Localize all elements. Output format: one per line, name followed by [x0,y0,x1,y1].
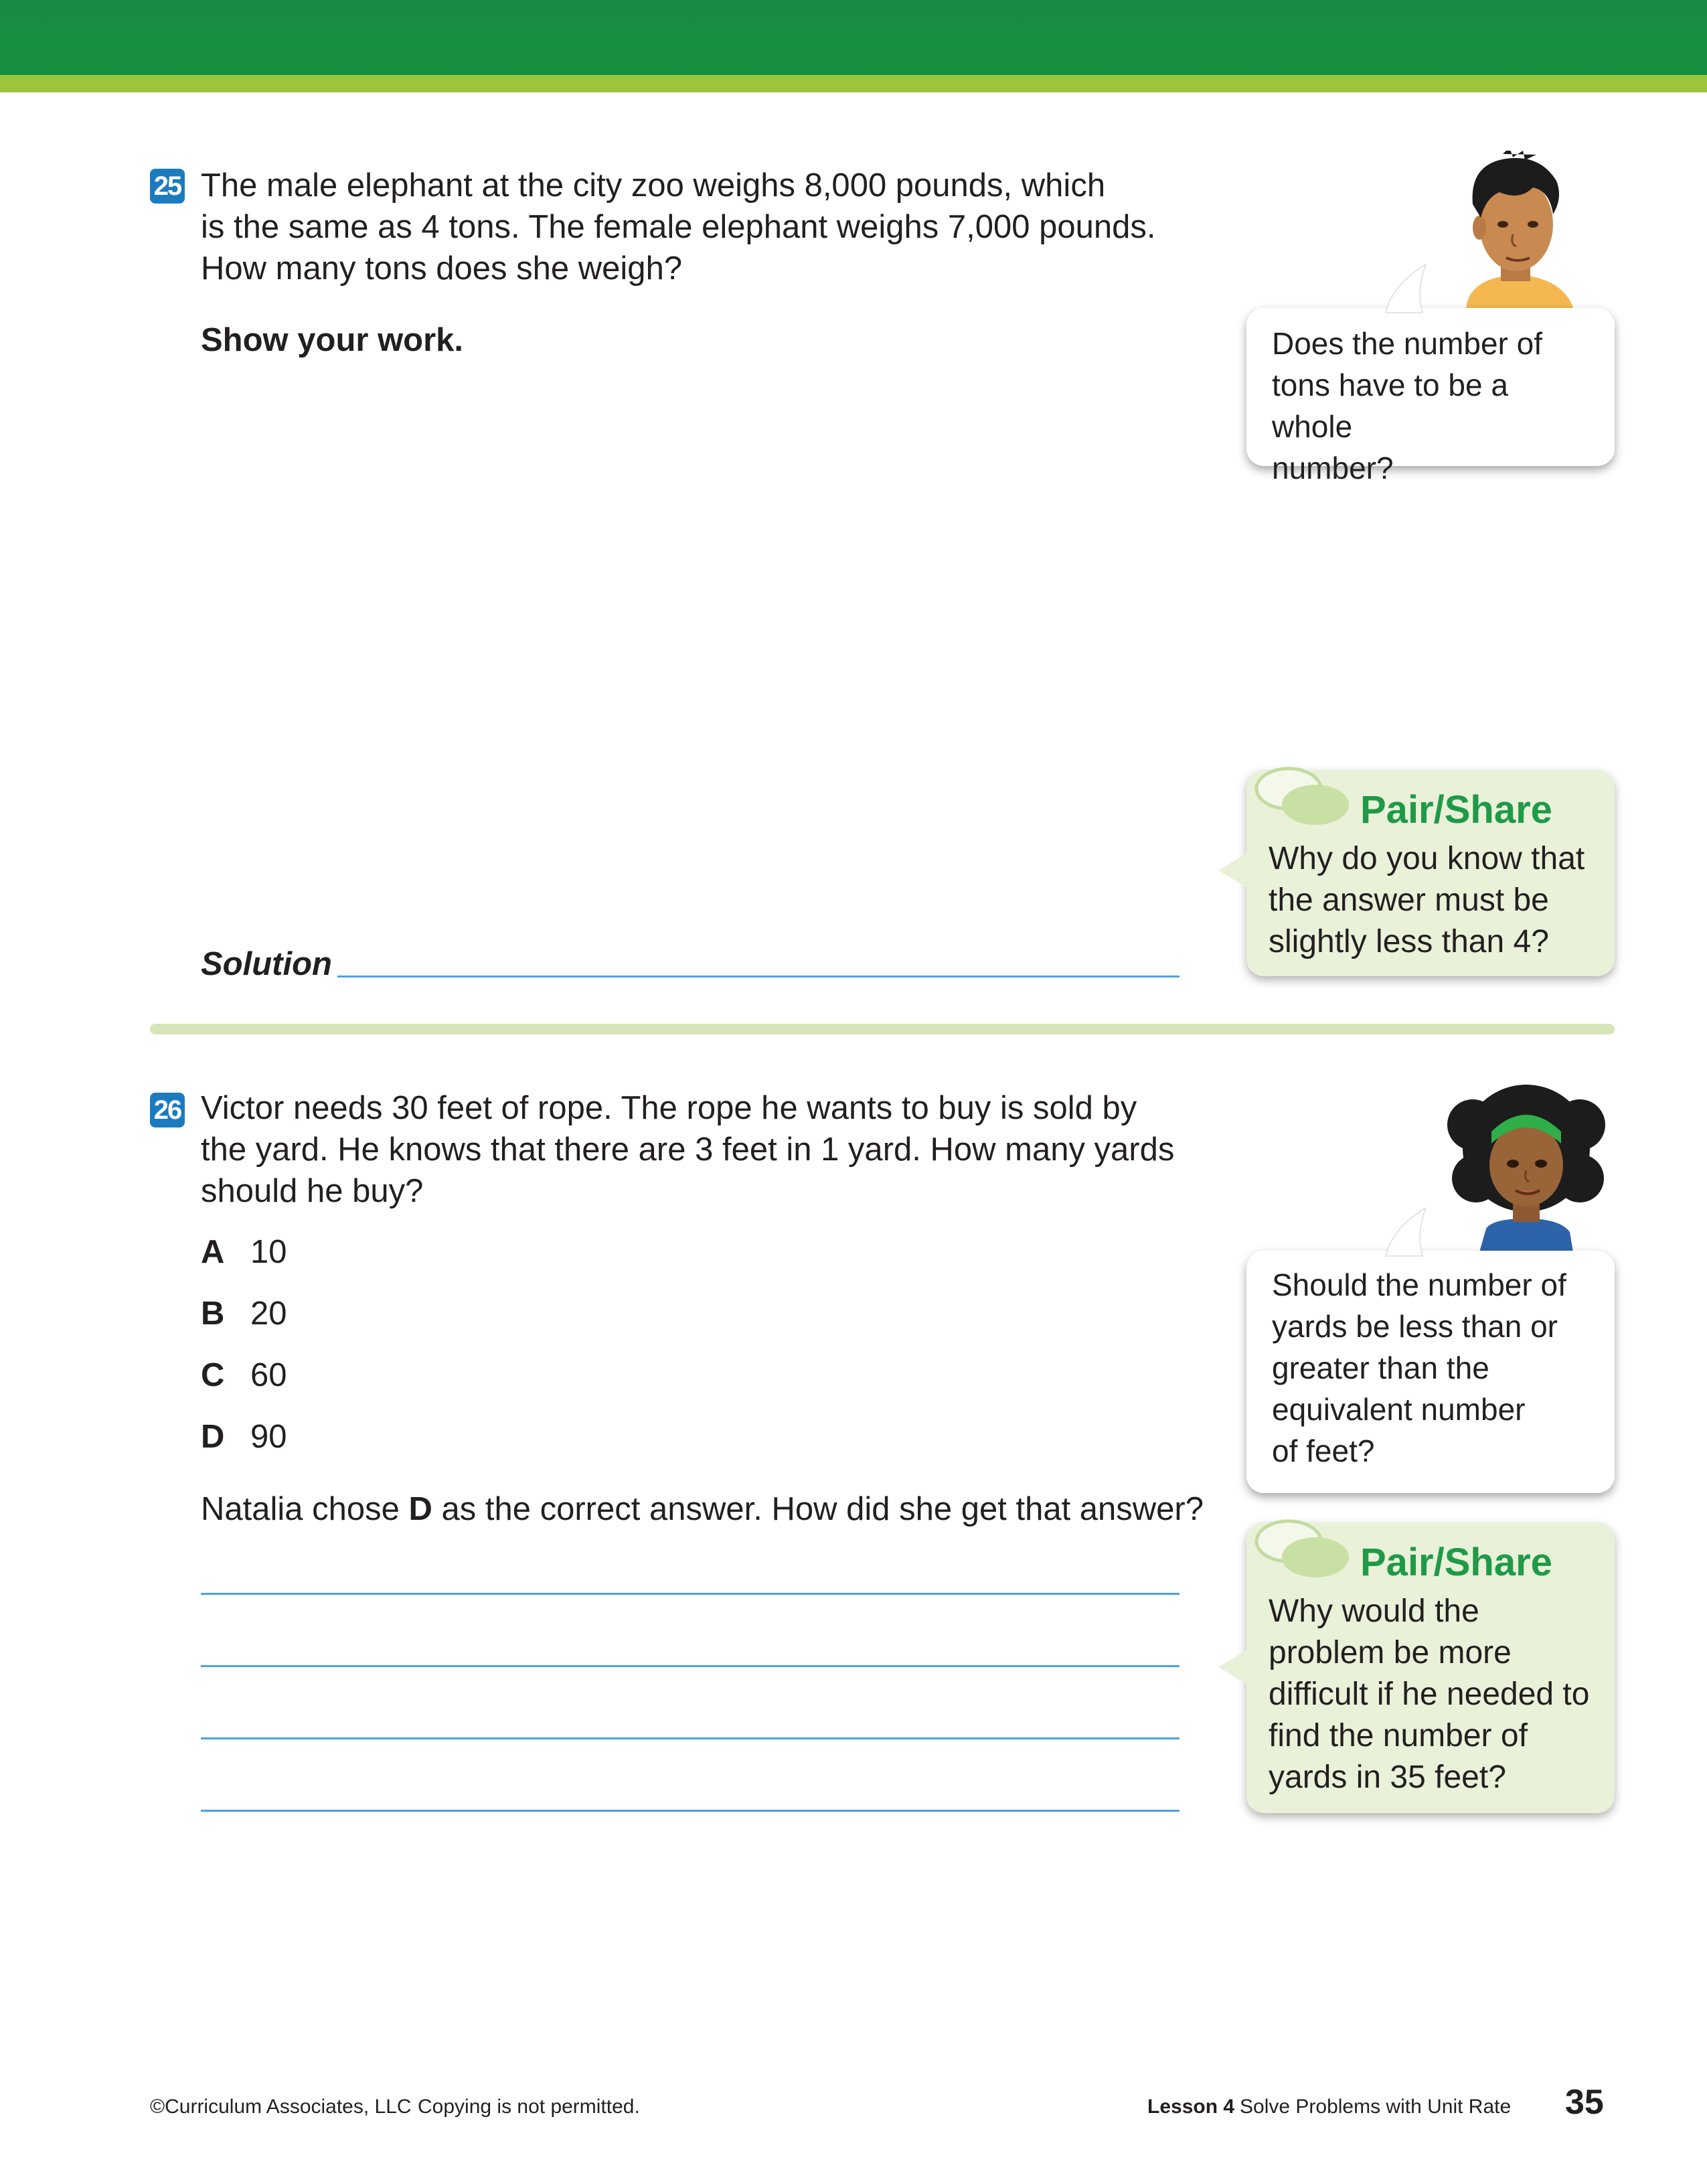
hint-bubble-q25 [1246,308,1615,485]
followup-bold-choice: D [408,1491,432,1527]
hint-q26-line-3: greater than the [1272,1350,1489,1385]
choice-letter-d: D [201,1419,225,1455]
solution-label: Solution [201,946,332,982]
pair-share-q25-line-3: slightly less than 4? [1269,924,1549,959]
speech-bubbles-icon [1252,763,1352,830]
boy-character-illustration [1439,151,1593,311]
pair-share-q26-line-3: difficult if he needed to [1269,1676,1590,1712]
pair-share-q26-line-1: Why would the [1269,1593,1479,1629]
question-25-line-1: The male elephant at the city zoo weighs 8,000 pounds, which [201,167,1106,204]
choice-value-b: 20 [250,1296,287,1332]
pair-share-q25-text [1269,838,1584,963]
choice-value-a: 10 [250,1234,287,1270]
question-25-badge: 25 [150,169,185,204]
hint-bubble-q26 [1246,1251,1615,1493]
choice-letter-c: C [201,1357,225,1393]
girl-character-illustration [1446,1085,1607,1252]
header-stripe [0,75,1707,92]
hint-q26-line-4: equivalent number [1272,1392,1526,1427]
pair-share-q25-pointer [1218,850,1252,890]
hint-bubble-q26-tail [1379,1208,1433,1258]
answer-line-3[interactable] [201,1737,1180,1739]
pair-share-q25-line-1: Why do you know that [1269,841,1585,876]
pair-share-q25-title: Pair/Share [1360,788,1552,832]
footer-notice: Copying is not permitted. [418,2096,640,2118]
hint-q26-line-5: of feet? [1272,1433,1375,1468]
pair-share-q26-line-2: problem be more [1269,1635,1512,1670]
question-26-text [201,1087,1174,1212]
solution-answer-line[interactable] [337,976,1180,978]
choice-letter-b: B [201,1296,225,1332]
hint-q25-line-2: tons have to be a whole [1272,368,1508,444]
footer-copyright: ©Curriculum Associates, LLC [150,2096,412,2118]
header-band [0,0,1707,75]
question-26-line-3: should he buy? [201,1173,424,1209]
section-divider [150,1024,1615,1034]
question-25-line-2: is the same as 4 tons. The female elephant weighs 7,000 pounds. [201,209,1156,245]
followup-question [201,1490,1204,1528]
followup-post: as the correct answer. How did she get that answer? [432,1491,1204,1527]
hint-q26-line-2: yards be less than or [1272,1309,1558,1344]
pair-share-q26-line-5: yards in 35 feet? [1269,1760,1506,1795]
footer-lesson-label: Lesson 4 [1147,2096,1235,2118]
pair-share-q26-pointer [1218,1647,1252,1687]
page-number: 35 [1565,2083,1604,2122]
pair-share-q25-line-2: the answer must be [1269,882,1549,918]
work-area[interactable] [201,375,1178,924]
hint-q25-line-1: Does the number of [1272,326,1543,361]
question-25-line-3: How many tons does she weigh? [201,250,683,287]
hint-q26-line-1: Should the number of [1272,1267,1566,1302]
choice-value-d: 90 [250,1419,287,1455]
question-25-text [201,165,1155,289]
answer-line-4[interactable] [201,1810,1180,1812]
question-26-line-2: the yard. He knows that there are 3 feet in 1 yard. How many yards [201,1132,1175,1168]
pair-share-q26-text [1269,1591,1589,1798]
answer-line-2[interactable] [201,1665,1180,1667]
footer-lesson-title: Solve Problems with Unit Rate [1240,2096,1512,2118]
answer-line-1[interactable] [201,1593,1180,1595]
speech-bubbles-icon [1252,1516,1352,1583]
followup-pre: Natalia chose [201,1491,409,1527]
hint-q25-line-3: number? [1272,451,1394,485]
pair-share-q26-title: Pair/Share [1360,1541,1552,1584]
hint-bubble-q25-tail [1379,264,1433,315]
question-26-badge: 26 [150,1093,185,1127]
choice-value-c: 60 [250,1357,287,1393]
pair-share-q26-line-4: find the number of [1269,1718,1528,1753]
show-work-instruction: Show your work. [201,322,464,358]
choice-letter-a: A [201,1234,225,1270]
question-26-line-1: Victor needs 30 feet of rope. The rope he wants to buy is sold by [201,1090,1137,1126]
